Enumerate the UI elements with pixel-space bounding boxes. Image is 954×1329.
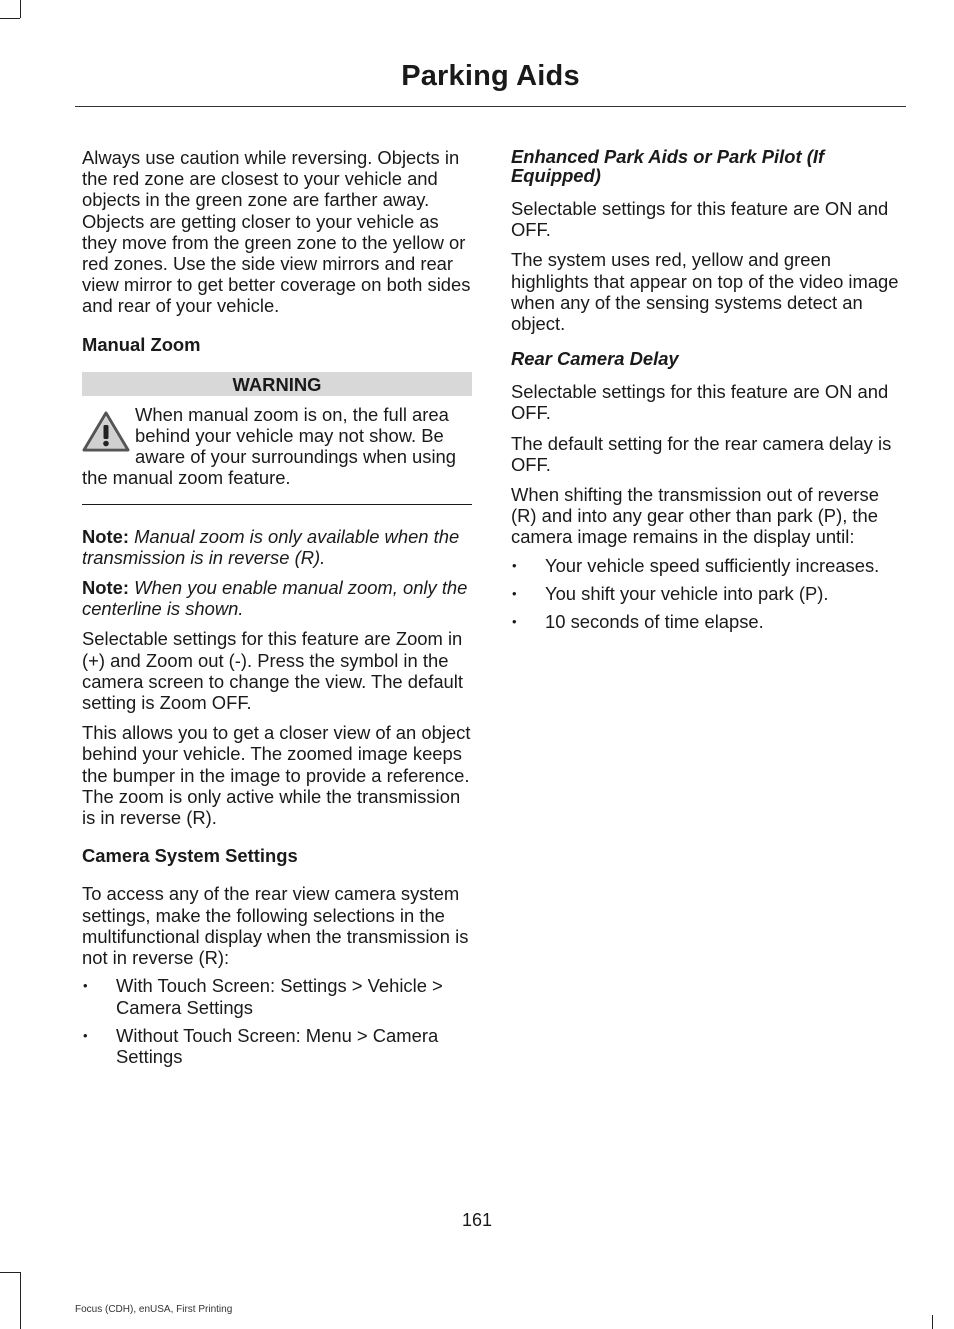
- rear-camera-delay-heading: Rear Camera Delay: [511, 348, 679, 370]
- crop-mark: [20, 0, 21, 18]
- camera-settings-intro: To access any of the rear view camera system settings, make the following selections in the multifunctional display when the transmission is not in reverse (R):: [82, 883, 469, 969]
- list-item: • 10 seconds of time elapse.: [511, 611, 903, 632]
- intro-paragraph: Always use caution while reversing. Objects in the red zone are closest to your vehicle and objects in the green zone are farther away. Objects are getting closer to your vehicle as they move from the green zone to the yellow or red zones. Use the side view mirrors and rear view mirror to get better coverage on both sides and rear of your vehicle.: [82, 147, 471, 317]
- camera-settings-heading: Camera System Settings: [82, 845, 298, 867]
- delay-default-paragraph: The default setting for the rear camera delay is OFF.: [511, 432, 892, 475]
- crop-mark: [932, 1315, 933, 1329]
- warning-triangle-icon: [82, 410, 130, 454]
- camera-settings-list: [82, 975, 472, 1067]
- note-label: Note:: [82, 525, 129, 547]
- warning-body: [82, 404, 472, 489]
- warning-text: When manual zoom is on, the full area behind your vehicle may not show. Be aware of your surroundings when using the manual zoom feature.: [82, 403, 457, 489]
- crop-mark: [0, 18, 20, 19]
- crop-mark: [20, 1272, 21, 1329]
- left-column: [82, 147, 472, 1074]
- zoom-description-paragraph: This allows you to get a closer view of an object behind your vehicle. The zoomed image keeps the bumper in the image to provide a reference. The zoom is only active while the transmission is in reverse (R).: [82, 722, 471, 829]
- list-item: • You shift your vehicle into park (P).: [511, 583, 903, 604]
- warning-box: [82, 372, 472, 505]
- warning-divider: [82, 504, 472, 505]
- edition-footer: Focus (CDH), enUSA, First Printing: [75, 1304, 233, 1315]
- note-centerline: [82, 577, 472, 619]
- list-item: • Without Touch Screen: Menu > Camera Settings: [82, 1025, 472, 1067]
- warning-label: WARNING: [82, 372, 472, 396]
- enhanced-park-aids-heading: Enhanced Park Aids or Park Pilot (If Equipped): [511, 146, 825, 186]
- note-text: When you enable manual zoom, only the centerline is shown.: [82, 577, 468, 620]
- manual-zoom-heading: Manual Zoom: [82, 333, 201, 355]
- note-label: Note:: [82, 577, 129, 599]
- title-divider: [75, 106, 906, 107]
- zoom-settings-paragraph: Selectable settings for this feature are Zoom in (+) and Zoom out (-). Press the symbol in the camera screen to change the view. The default setting is Zoom OFF.: [82, 628, 463, 714]
- page-title: Parking Aids: [401, 60, 580, 92]
- right-column: [511, 147, 903, 639]
- list-item: • With Touch Screen: Settings > Vehicle > Camera Settings: [82, 975, 472, 1017]
- enhanced-settings-paragraph: Selectable settings for this feature are ON and OFF.: [511, 198, 889, 241]
- page-number: 161: [461, 1210, 493, 1230]
- delay-description-paragraph: When shifting the transmission out of reverse (R) and into any gear other than park (P), the camera image remains in the display until:: [511, 484, 879, 548]
- enhanced-description-paragraph: The system uses red, yellow and green highlights that appear on top of the video image when any of the sensing systems detect an object.: [511, 249, 899, 335]
- delay-conditions-list: [511, 555, 903, 633]
- list-item: • Your vehicle speed sufficiently increases.: [511, 555, 903, 576]
- note-text: Manual zoom is only available when the transmission is in reverse (R).: [82, 525, 460, 568]
- note-manual-zoom-reverse: [82, 526, 472, 568]
- delay-settings-paragraph: Selectable settings for this feature are ON and OFF.: [511, 381, 889, 424]
- crop-mark: [0, 1272, 20, 1273]
